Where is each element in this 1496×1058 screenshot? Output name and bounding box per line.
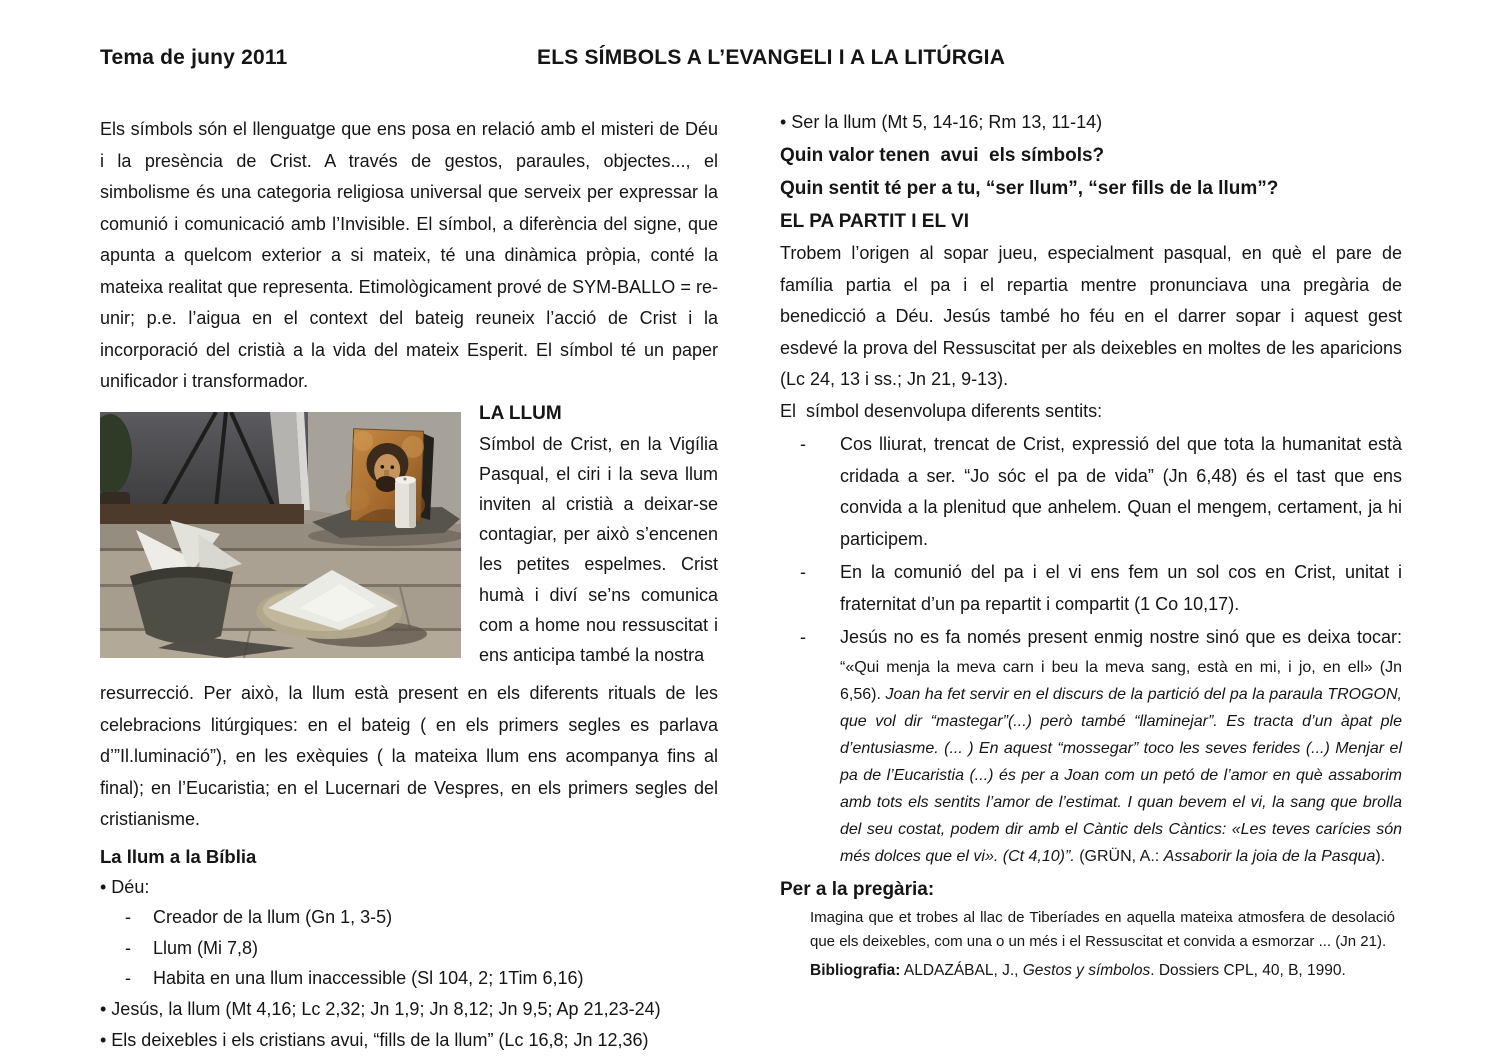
dash-marker: - [125,937,131,958]
still-life-photo [100,412,461,671]
bullet-deu: • Déu: [100,876,150,897]
pregaria-text: Imagina que et trobes al llac de Tiberíades en aquella mateixa atmosfera de desolació que els deixebles, com una o un més i el Ressuscitat et convida a esmorzar ... (Jn 21). [810,908,1395,950]
la-llum-text [479,398,718,671]
sentits-intro: El símbol desenvolupa diferents sentits: [780,400,1103,421]
right-column [780,106,1402,984]
bullet-deixebles: • Els deixebles i els cristians avui, “fills de la llum” (Lc 16,8; Jn 12,36) [100,1029,649,1050]
eucharist-still-life-photo [100,412,461,658]
quote-plain: “«Qui menja la meva carn i beu la meva sang, està en mi, i jo, en ell» (Jn 6,56). [840,658,1402,703]
biblia-heading: La llum a la Bíblia [100,845,257,867]
la-llum-section [100,398,718,671]
bibliografia-label: Bibliografia: [810,961,901,979]
dash-marker: - [800,562,806,582]
list-item [100,933,718,964]
floor-edge [100,504,304,524]
la-llum-beside-photo: Símbol de Crist, en la Vigília Pasqual, el ciri i la seva llum inviten al cristià a deixar-se contagiar, per això s’encenen les petites espelmes. Crist humà i diví se’ns comunica com a home nou ressuscitat i ens anticipa també la nostra [479,433,718,665]
cite-close: ). [1375,847,1386,865]
pa-intro-paragraph: Trobem l’origen al sopar jueu, especialment pasqual, en què el pare de família partia el pa i el repartia mentre pronunciava una pregària de benedicció a Déu. Jesús també ho féu en el darrer sopar i aquest gest esdevé la prova del Ressuscitat per als deixebles en moltes de les aparicions (Lc 24, 13 i ss.; Jn 21, 9-13). [780,243,1402,389]
sentit-item-text: Cos lliurat, trencat de Crist, expressió del que tota la humanitat està cridada a ser. “Jo sóc el pa de vida” (Jn 6,48) és el tast que ens convida a la plenitud que anhelem. Quan el mengem, certament, ja hi participem. [840,434,1402,549]
dash-marker: - [800,434,806,454]
bibliografia-line [810,958,1402,984]
sentit-item [780,557,1402,620]
bibliografia-end: . Dossiers CPL, 40, B, 1990. [1150,961,1346,979]
document-title: ELS SÍMBOLS A L’EVANGELI I A LA LITÚRGIA [537,46,1006,69]
sentit-item-quote [840,654,1402,870]
bullet-ser-la-llum: • Ser la llum (Mt 5, 14-16; Rm 13, 11-14) [780,112,1103,132]
sentit-item [780,429,1402,555]
dash-marker: - [125,968,131,989]
pa-partit-heading: EL PA PARTIT I EL VI [780,211,969,232]
question-valor: Quin valor tenen avui els símbols? [780,145,1105,166]
pregaria-block [780,906,1402,984]
bibliografia-title: Gestos y símbolos [1022,961,1151,979]
cite-open: (GRÜN, A.: [1074,847,1164,865]
la-llum-heading: LA LLUM [479,402,562,424]
bullet-jesus: • Jesús, la llum (Mt 4,16; Lc 2,32; Jn 1,9; Jn 8,12; Jn 9,5; Ap 21,23-24) [100,998,661,1019]
dash-marker: - [125,907,131,928]
sentit-item-lead: Jesús no es fa només present enmig nostre sinó que es deixa tocar: [840,627,1402,647]
pregaria-heading: Per a la pregària: [780,878,935,900]
list-item [100,963,718,994]
list-item-label: Llum (Mi 7,8) [153,937,259,958]
candle [395,476,416,528]
list-item-label: Habita en una llum inaccessible (Sl 104, 2; 1Tim 6,16) [153,968,584,989]
left-column [100,114,718,1055]
intro-paragraph: Els símbols són el llenguatge que ens posa en relació amb el misteri de Déu i la presència de Crist. A través de gestos, paraules, objectes..., el simbolisme és una categoria religiosa universal que serveix per expressar la comunió i comunicació amb l’Invisible. El símbol, a diferència del signe, que apunta a quelcom exterior a si mateix, té una dinàmica pròpia, conté la mateixa realitat que representa. Etimològicament prové de SYM-BALLO = re-unir; p.e. l’aigua en el context del bateig reuneix l’acció de Crist i la incorporació del cristià a la vida del mateix Esperit. El símbol té un paper unificador i transformador. [100,119,718,391]
question-sentit: Quin sentit té per a tu, “ser llum”, “ser fills de la llum”? [780,178,1279,199]
document-date-label: Tema de juny 2011 [100,46,288,69]
dash-marker: - [800,627,806,647]
list-item [100,902,718,933]
quote-italic: Joan ha fet servir en el discurs de la partició del pa la paraula TROGON, que vol dir “mastegar”(...) però també “llaminejar”. Es tracta d’un àpat ple d’entusiasme. (... ) En aquest “mossegar” toco les seves ferides (...) Menjar el pa de l’Eucaristia (...) és per a Joan com un petó de l’amor en què assaborim amb tots els sentits l’amor de l’estimat. I quan bevem el vi, la sang que brolla del seu costat, podem dir amb el Càntic dels Càntics: «Les teves carícies són més dolces que el vi». (Ct 4,10)”. [840,685,1403,865]
cite-title: Assaborir la joia de la Pasqua [1163,847,1376,865]
bibliografia-author: ALDAZÁBAL, J., [900,961,1023,979]
sentit-item [780,622,1402,870]
sentit-item-text: En la comunió del pa i el vi ens fem un sol cos en Crist, unitat i fraternitat d’un pa repartit i compartit (1 Co 10,17). [840,562,1402,614]
list-item-label: Creador de la llum (Gn 1, 3-5) [153,907,393,928]
la-llum-continuation: resurrecció. Per això, la llum està present en els diferents rituals de les celebracions litúrgiques: en el bateig ( en els primers segles es parlava d’”Il.luminació”), en les exèquies ( la mateixa llum ens acompanya fins al final); en l’Eucaristia; en el Lucernari de Vespres, en els primers segles del cristianisme. [100,683,718,830]
